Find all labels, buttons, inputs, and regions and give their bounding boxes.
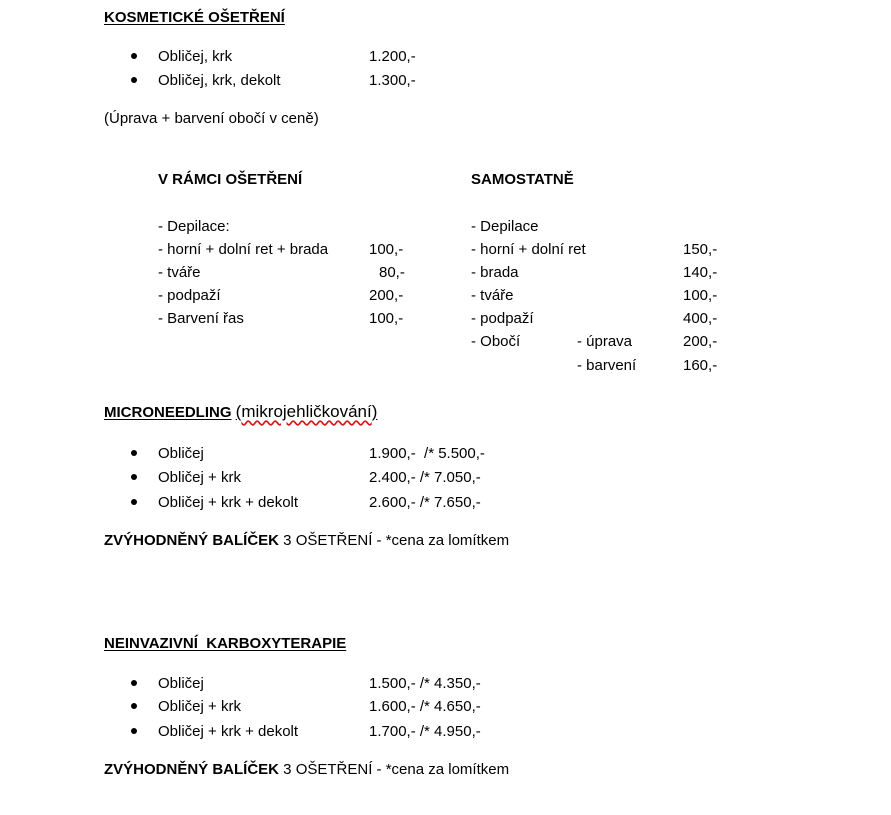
separate-row-label: - brada xyxy=(471,264,519,281)
microneedling-package-rest: 3 OŠETŘENÍ - *cena za lomítkem xyxy=(279,532,510,549)
bullet-icon xyxy=(131,680,137,686)
microneedling-package-bold: ZVÝHODNĚNÝ BALÍČEK xyxy=(104,532,280,549)
within-row-price: 100,- xyxy=(369,310,404,327)
brow-option-price: 160,- xyxy=(683,357,718,374)
bullet-icon xyxy=(131,728,137,734)
cosmetic-note: (Úprava + barvení obočí v ceně) xyxy=(104,110,319,127)
bullet-icon xyxy=(131,499,137,505)
separate-row-price: 100,- xyxy=(683,287,718,304)
brow-option-price: 200,- xyxy=(683,333,718,350)
within-row-price: 80,- xyxy=(379,264,405,281)
separate-row-label: - podpaží xyxy=(471,310,534,327)
separate-row-price: 150,- xyxy=(683,241,718,258)
bullet-icon xyxy=(131,53,137,59)
carboxy-item-price: 1.700,- /* 4.950,- xyxy=(369,723,481,740)
separate-row-price: 140,- xyxy=(683,264,718,281)
microneedling-item-price: 2.400,- /* 7.050,- xyxy=(369,469,481,486)
within-title: - Depilace: xyxy=(158,218,230,235)
brow-option-label: - úprava xyxy=(577,333,633,350)
microneedling-heading: MICRONEEDLING xyxy=(104,404,232,421)
carboxy-item-label: Obličej xyxy=(158,675,204,692)
carboxy-heading: NEINVAZIVNÍ KARBOXYTERAPIE xyxy=(104,635,347,652)
microneedling-subtitle-close: ) xyxy=(371,402,378,421)
carboxy-package-rest: 3 OŠETŘENÍ - *cena za lomítkem xyxy=(279,761,510,778)
within-row-label: - podpaží xyxy=(158,287,221,304)
carboxy-item-price: 1.500,- /* 4.350,- xyxy=(369,675,481,692)
microneedling-package xyxy=(104,532,509,550)
microneedling-title xyxy=(104,403,377,422)
within-heading: V RÁMCI OŠETŘENÍ xyxy=(158,171,303,188)
bullet-icon xyxy=(131,703,137,709)
cosmetic-heading: KOSMETICKÉ OŠETŘENÍ xyxy=(104,9,285,26)
cosmetic-item-label: Obličej, krk, dekolt xyxy=(158,72,281,89)
microneedling-subtitle-open: ( xyxy=(235,402,242,421)
carboxy-package xyxy=(104,761,509,779)
microneedling-item-price: 1.900,- /* 5.500,- xyxy=(369,445,485,462)
bullet-icon xyxy=(131,474,137,480)
within-row-label: - tváře xyxy=(158,264,201,281)
separate-row-label: - horní + dolní ret xyxy=(471,241,586,258)
microneedling-item-label: Obličej + krk + dekolt xyxy=(158,494,299,511)
bullet-icon xyxy=(131,77,137,83)
separate-heading: SAMOSTATNĚ xyxy=(471,171,574,188)
separate-row-price: 400,- xyxy=(683,310,718,327)
separate-title: - Depilace xyxy=(471,218,539,235)
within-row-label: - horní + dolní ret + brada xyxy=(158,241,329,258)
microneedling-item-label: Obličej + krk xyxy=(158,469,241,486)
cosmetic-item-label: Obličej, krk xyxy=(158,48,233,65)
microneedling-item-price: 2.600,- /* 7.650,- xyxy=(369,494,481,511)
cosmetic-item-price: 1.300,- xyxy=(369,72,416,89)
within-row-label: - Barvení řas xyxy=(158,310,244,327)
bullet-icon xyxy=(131,450,137,456)
carboxy-item-price: 1.600,- /* 4.650,- xyxy=(369,698,481,715)
brow-option-label: - barvení xyxy=(577,357,637,374)
cosmetic-item-price: 1.200,- xyxy=(369,48,416,65)
separate-row-label: - tváře xyxy=(471,287,514,304)
carboxy-package-bold: ZVÝHODNĚNÝ BALÍČEK xyxy=(104,761,280,778)
brow-label: - Obočí xyxy=(471,333,521,350)
carboxy-item-label: Obličej + krk xyxy=(158,698,241,715)
carboxy-item-label: Obličej + krk + dekolt xyxy=(158,723,299,740)
within-row-price: 200,- xyxy=(369,287,404,304)
microneedling-subtitle: mikrojehličkování xyxy=(241,402,372,421)
within-row-price: 100,- xyxy=(369,241,404,258)
microneedling-item-label: Obličej xyxy=(158,445,204,462)
